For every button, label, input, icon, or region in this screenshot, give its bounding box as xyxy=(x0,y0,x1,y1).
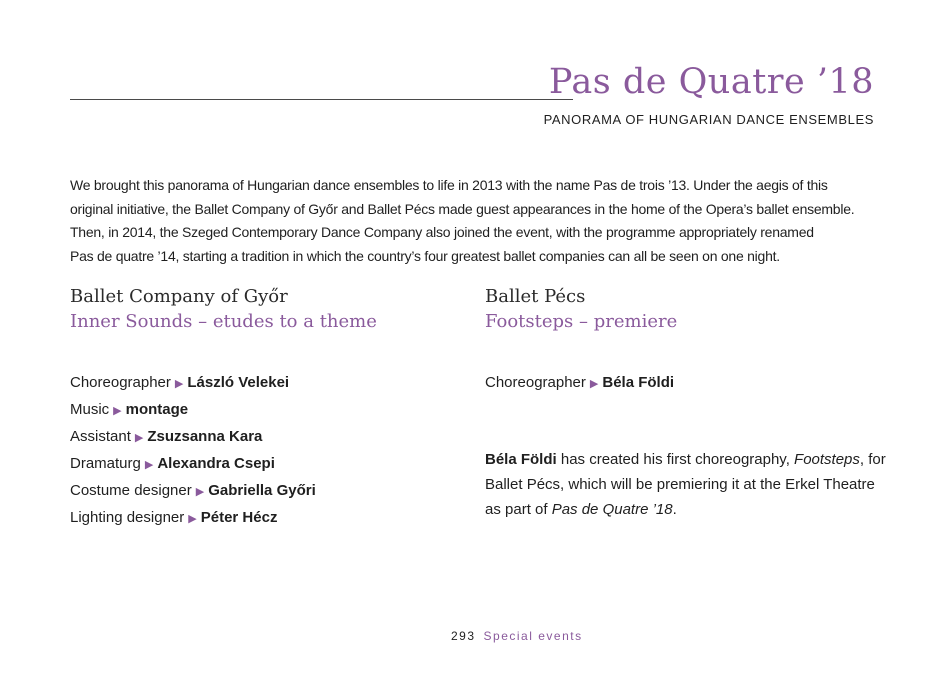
left-column xyxy=(70,284,450,532)
play-arrow-icon: ▶ xyxy=(134,432,144,444)
credits-list xyxy=(70,370,450,532)
credit-role: Costume designer xyxy=(70,482,192,499)
credit-row xyxy=(70,370,450,397)
work-title: Footsteps – premiere xyxy=(485,311,678,332)
desc-line xyxy=(485,447,886,472)
desc-italic: Footsteps xyxy=(794,451,860,468)
play-arrow-icon: ▶ xyxy=(144,459,154,471)
credit-row xyxy=(485,370,875,397)
credits-list xyxy=(485,370,875,397)
section-name: Special events xyxy=(483,629,583,643)
intro-line: original initiative, the Ballet Company of Győr and Ballet Pécs made guest appearances in the home of the Opera’s ballet ensemble. xyxy=(70,200,855,217)
header-rule xyxy=(70,99,573,100)
desc-text: , for xyxy=(859,451,886,468)
play-arrow-icon: ▶ xyxy=(113,405,122,417)
desc-text: has created his first choreography, xyxy=(556,451,795,468)
credit-role: Dramaturg xyxy=(70,455,141,472)
desc-text: as part of xyxy=(485,501,552,518)
credit-name: Gabriella Győri xyxy=(208,482,316,499)
credit-name: Péter Hécz xyxy=(200,509,278,526)
credit-role: Assistant xyxy=(70,428,131,445)
credit-name: Alexandra Csepi xyxy=(157,455,275,472)
company-name: Ballet Pécs xyxy=(485,286,586,307)
desc-line: Ballet Pécs, which will be premiering it at the Erkel Theatre xyxy=(485,476,875,493)
desc-italic: Pas de Quatre ’18 xyxy=(551,501,673,518)
page-number: 293 xyxy=(451,629,476,643)
play-arrow-icon: ▶ xyxy=(174,378,184,390)
credit-row xyxy=(70,451,450,478)
page-title: Pas de Quatre ’18 xyxy=(548,62,874,102)
play-arrow-icon: ▶ xyxy=(195,486,205,498)
desc-bold-name: Béla Földi xyxy=(485,451,557,468)
credit-role: Choreographer xyxy=(485,374,586,391)
work-description xyxy=(485,447,886,522)
intro-line: Pas de quatre ’14, starting a tradition in which the country’s four greatest ballet companies can all be seen on one night. xyxy=(70,247,780,264)
right-column xyxy=(485,284,886,522)
page-footer xyxy=(451,629,583,643)
credit-row xyxy=(70,478,450,505)
credit-row xyxy=(70,424,450,451)
company-name: Ballet Company of Győr xyxy=(70,286,288,307)
intro-paragraph xyxy=(70,174,870,268)
credit-name: Béla Földi xyxy=(602,374,675,391)
credit-role: Lighting designer xyxy=(70,509,185,526)
desc-line xyxy=(485,497,875,522)
credit-name: montage xyxy=(125,401,189,418)
credit-row xyxy=(70,397,450,424)
play-arrow-icon: ▶ xyxy=(589,378,599,390)
page-subtitle: PANORAMA OF HUNGARIAN DANCE ENSEMBLES xyxy=(543,112,874,127)
intro-line: We brought this panorama of Hungarian dance ensembles to life in 2013 with the name Pas de trois ’13. Under the aegis of this xyxy=(70,177,828,193)
credit-name: Zsuzsanna Kara xyxy=(147,428,263,445)
credit-role: Music xyxy=(70,401,110,418)
credit-row xyxy=(70,505,450,532)
credit-name: László Velekei xyxy=(187,374,290,391)
desc-text: . xyxy=(672,501,677,518)
intro-line: Then, in 2014, the Szeged Contemporary Dance Company also joined the event, with the programme appropriately renamed xyxy=(70,224,814,240)
credit-role: Choreographer xyxy=(70,374,171,391)
work-title: Inner Sounds – etudes to a theme xyxy=(70,311,377,332)
play-arrow-icon: ▶ xyxy=(188,513,197,525)
